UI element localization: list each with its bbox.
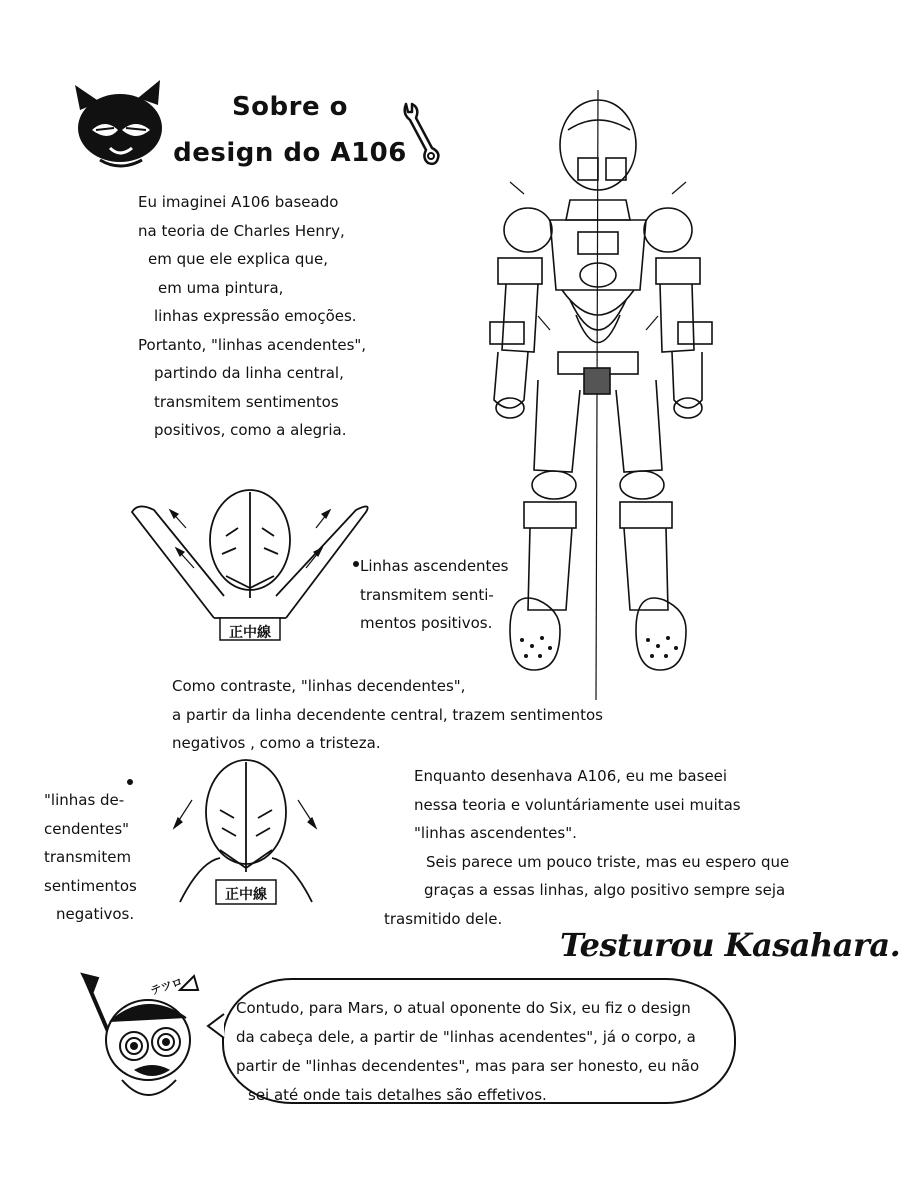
title-line-1: Sobre o (231, 92, 349, 122)
while-drawing-text (384, 762, 789, 933)
descending-caption-line: "linhas de- (44, 791, 125, 809)
contrast-text (172, 672, 603, 758)
ascending-caption-line: transmitem senti- (360, 585, 494, 604)
speech-line: partir de "linhas decendentes", mas para ser honesto, eu não (236, 1057, 700, 1075)
intro-text (132, 188, 392, 445)
ascending-caption-line: mentos positivos. (360, 614, 493, 632)
while-drawing-line: nessa teoria e voluntáriamente usei muitas (414, 795, 741, 814)
intro-line: Portanto, "linhas acendentes", (138, 335, 367, 354)
ascending-caption (360, 552, 508, 638)
contrast-line: Como contraste, "linhas decendentes", (172, 677, 466, 695)
intro-line: em uma pintura, (158, 278, 284, 297)
descending-caption-line: sentimentos (44, 876, 137, 895)
intro-line: em que ele explica que, (148, 250, 328, 268)
intro-line: transmitem sentimentos (154, 392, 339, 411)
while-drawing-line: Enquanto desenhava A106, eu me baseei (414, 767, 728, 785)
while-drawing-line: graças a essas linhas, algo positivo sempre seja (424, 881, 786, 899)
intro-line: positivos, como a alegria. (154, 421, 347, 439)
contrast-line: a partir da linha decendente central, trazem sentimentos (172, 705, 603, 724)
author-name-label: テツロ (148, 975, 185, 998)
while-drawing-line: "linhas ascendentes". (414, 824, 577, 842)
while-drawing-line: trasmitido dele. (384, 909, 503, 928)
descending-caption (44, 786, 137, 929)
midline-label-up: 正中線 (229, 625, 271, 641)
intro-line: linhas expressão emoções. (154, 307, 357, 325)
intro-line: na teoria de Charles Henry, (138, 221, 345, 240)
speech-line: da cabeça dele, a partir de "linhas acendentes", já o corpo, a (236, 1028, 696, 1046)
while-drawing-line: Seis parece um pouco triste, mas eu espero que (426, 852, 790, 871)
ascending-lines-diagram (130, 488, 382, 638)
wrench-icon (398, 100, 442, 166)
intro-line: Eu imaginei A106 baseado (138, 193, 339, 211)
cat-mascot-icon (70, 80, 170, 170)
robot-a106-illustration (480, 90, 730, 700)
contrast-line: negativos , como a tristeza. (172, 734, 381, 752)
speech-line: Contudo, para Mars, o atual oponente do Six, eu fiz o design (236, 999, 691, 1017)
descending-caption-line: cendentes" (44, 819, 130, 838)
speech-bubble (222, 978, 736, 1104)
page-title (170, 84, 410, 176)
descending-caption-line: negativos. (56, 905, 135, 923)
speech-bubble-tail (206, 1012, 226, 1042)
midline-label-down: 正中線 (225, 887, 267, 903)
author-signature: Testurou Kasahara. (560, 926, 900, 964)
descending-caption-line: transmitem (44, 848, 132, 866)
ascending-caption-line: Linhas ascendentes (360, 557, 509, 575)
speech-line: sei até onde tais detalhes são effetivos. (248, 1086, 547, 1104)
title-line-2: design do A106 (173, 138, 407, 168)
intro-line: partindo da linha central, (154, 364, 344, 382)
author-avatar-icon (76, 970, 216, 1110)
